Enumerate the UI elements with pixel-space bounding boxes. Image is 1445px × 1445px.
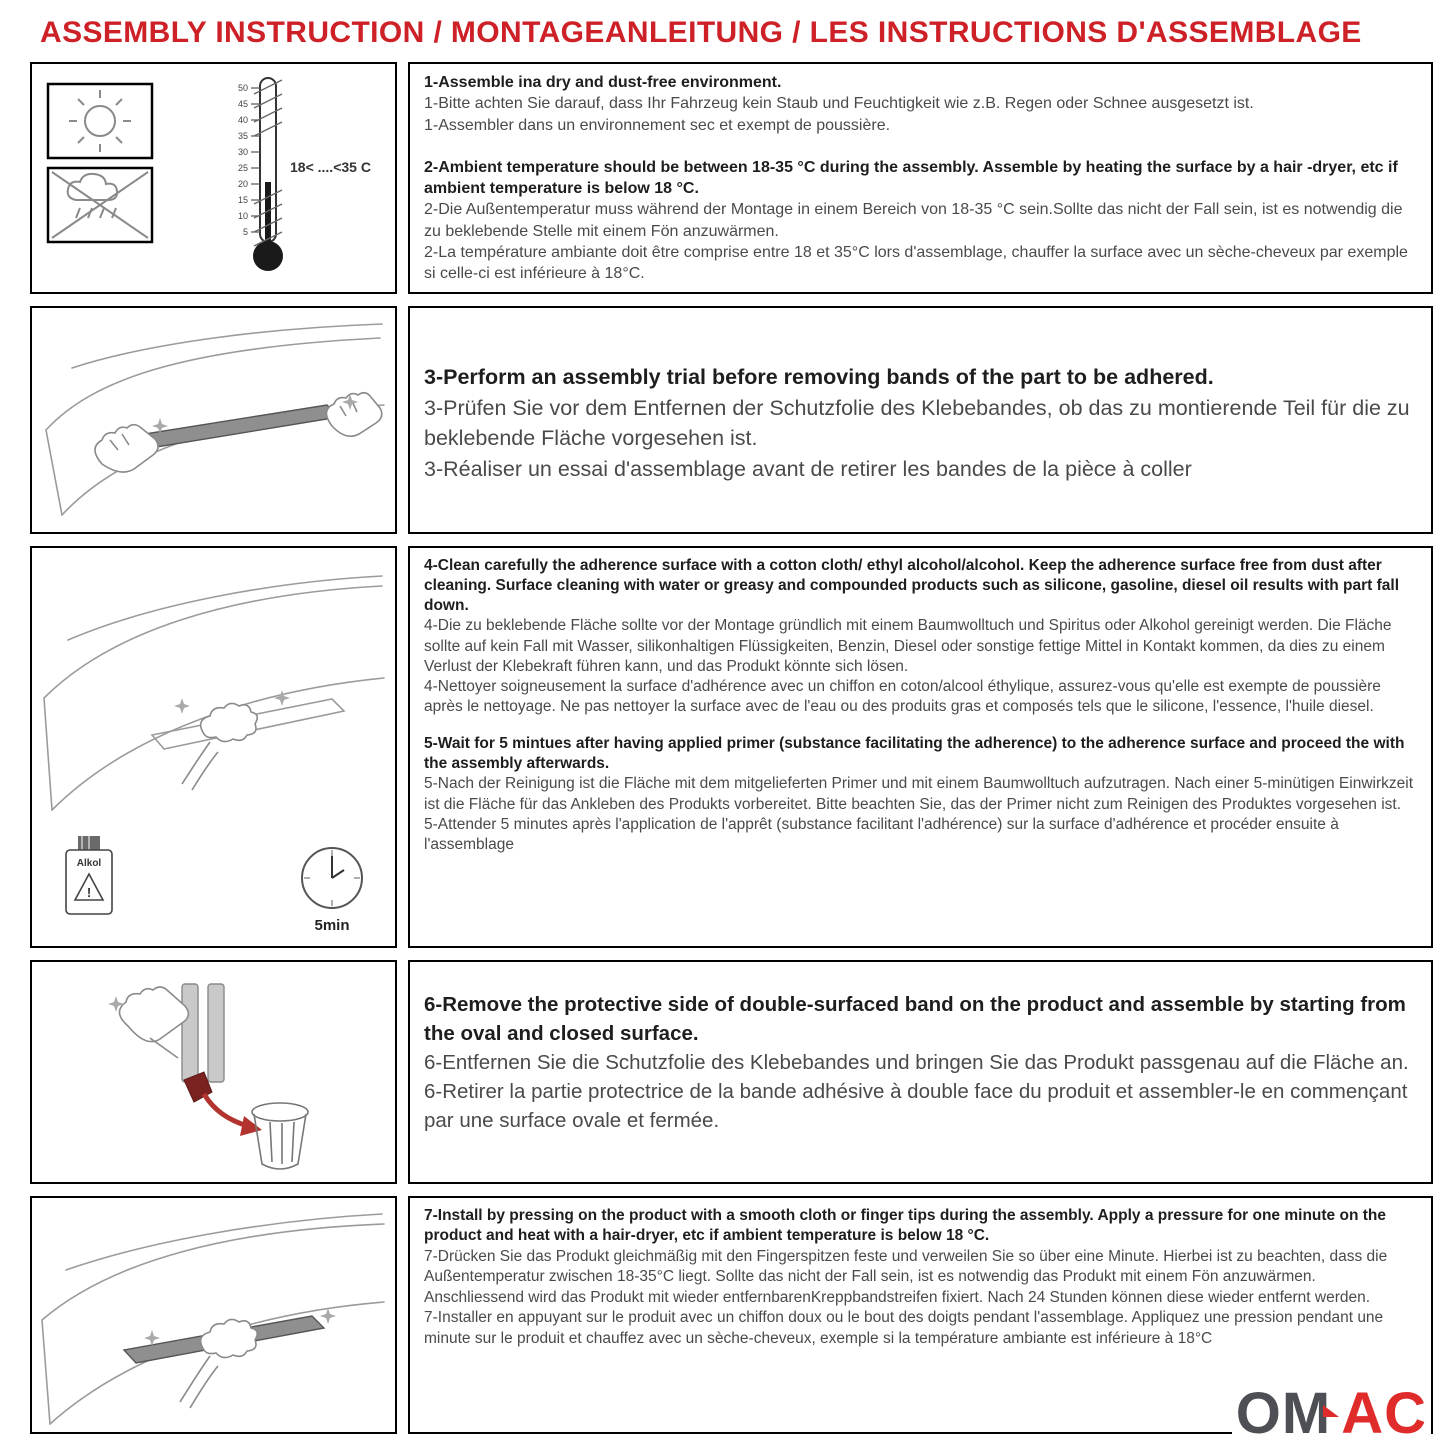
illustration-remove-band (30, 960, 397, 1184)
svg-text:40: 40 (237, 115, 248, 125)
clock-label: 5min (314, 917, 350, 934)
alcohol-bottle-icon (66, 836, 112, 914)
instruction-6-fr: 6-Retirer la partie protectrice de la bande adhésive à double face du produit et assembler-le en commençant par une surface ovale et fermée. (424, 1080, 1408, 1133)
instruction-2-en: 2-Ambient temperature should be between 18-35 °C during the assembly. Assemble by heating the surface by a hair -dryer, etc if ambient temperature is below 18 °C. (424, 158, 1398, 198)
thermometer-icon (238, 78, 371, 271)
logo-text-red: AC (1341, 1381, 1427, 1445)
environment-illustration-svg (32, 64, 395, 292)
row-environment-temperature (30, 62, 1433, 294)
instruction-1-de: 1-Bitte achten Sie darauf, dass Ihr Fahrzeug kein Staub und Feuchtigkeit wie z.B. Regen oder Schnee ausgesetzt ist. (424, 95, 1254, 113)
instruction-7-fr: 7-Installer en appuyant sur le produit avec un chiffon doux ou le bout des doigts pendant l'assemblage. Appliquez une pression pendant une minute sur le produit et chauffez avec un sèche-cheveux, exemple si la température ambiante est inférieure à 18°C (424, 1309, 1384, 1347)
door-sill-sketch (42, 1214, 384, 1424)
svg-text:10: 10 (237, 211, 248, 221)
logo-text-dark: OM (1235, 1381, 1332, 1445)
omac-logo (1232, 1381, 1431, 1445)
trash-can-icon (252, 1103, 308, 1169)
instruction-rows (30, 62, 1433, 1434)
instruction-5-fr: 5-Attender 5 minutes après l'application de l'apprêt (substance facilitant l'adhérence) sur la surface d'adhérence et procéder ensuite à l'assemblage (424, 815, 1339, 853)
no-rain-icon (52, 172, 148, 238)
row-remove-band (30, 960, 1433, 1184)
svg-text:5: 5 (242, 227, 248, 237)
row-clean-primer (30, 546, 1433, 948)
page-title: ASSEMBLY INSTRUCTION / MONTAGEANLEITUNG / LES INSTRUCTIONS D'ASSEMBLAGE (40, 16, 1362, 49)
svg-text:35: 35 (237, 131, 248, 141)
svg-text:25: 25 (237, 163, 248, 173)
left-hand-icon (95, 425, 158, 472)
illustration-press-install (30, 1196, 397, 1434)
svg-text:20: 20 (237, 179, 248, 189)
instruction-4-de: 4-Die zu beklebende Fläche sollte vor der Montage gründlich mit einem Baumwolltuch und Spiritus oder Alkohol gereinigt werden. Die Fläche sollte auf kein Fall mit Wasser, silikonhaltigen Flüssigkeiten, Benzin, Diesel oder sonstige fettige Mittel in Kontakt kommen, da dies zu einem Verlust der Klebekraft führen kann, und das Produkt könnte sich lösen. (424, 617, 1392, 675)
instruction-group-1 (424, 72, 1415, 136)
instruction-4-fr: 4-Nettoyer soigneusement la surface d'adhérence avec un chiffon en coton/alcool éthylique, assurez-vous qu'elle est exempte de poussière après le nettoyage. Ne pas nettoyer la surface avec de l'eau ou des produits gras et composés tels que le silicone, l'essence, l'huile diesel. (424, 677, 1381, 715)
instruction-1-en: 1-Assemble ina dry and dust-free environment. (424, 74, 782, 91)
remove-band-illustration-svg (32, 962, 395, 1182)
sun-icon (69, 90, 131, 152)
instruction-6-en: 6-Remove the protective side of double-surfaced band on the product and assemble by starting from the oval and closed surface. (424, 993, 1406, 1046)
instruction-group-4 (424, 556, 1415, 717)
instruction-5-en: 5-Wait for 5 mintues after having applied primer (substance facilitating the adherence) to the adherence surface and proceed the with the assembly afterwards. (424, 735, 1405, 773)
svg-text:15: 15 (237, 195, 248, 205)
press-install-illustration-svg (32, 1198, 395, 1432)
instruction-2-fr: 2-La température ambiante doit être comprise entre 18 et 35°C lors d'assemblage, chauffer la surface avec un sèche-cheveux par exemple si celle-ci est inférieure à 18°C. (424, 243, 1408, 283)
peeling-hand-icon (119, 987, 188, 1058)
row-press-install (30, 1196, 1433, 1434)
pressing-cloth-hand-icon (180, 1319, 257, 1408)
text-remove-band (408, 960, 1433, 1184)
instruction-group-6 (424, 990, 1415, 1136)
thermometer-scale (238, 83, 248, 237)
assembly-trial-illustration-svg (32, 308, 395, 532)
instruction-group-2 (424, 157, 1415, 285)
product-strips (182, 984, 224, 1082)
instruction-6-de: 6-Entfernen Sie die Schutzfolie des Klebebandes und bringen Sie das Produkt passgenau auf die Fläche an. (424, 1051, 1409, 1075)
illustration-assembly-trial (30, 306, 397, 534)
instruction-3-fr: 3-Réaliser un essai d'assemblage avant de retirer les bandes de la pièce à coller (424, 456, 1192, 481)
svg-text:30: 30 (237, 147, 248, 157)
illustration-clean-primer (30, 546, 397, 948)
text-clean-primer (408, 546, 1433, 948)
clock-icon (302, 848, 362, 934)
text-assembly-trial (408, 306, 1433, 534)
illustration-environment (30, 62, 397, 294)
clean-primer-illustration-svg (32, 548, 395, 946)
row-assembly-trial (30, 306, 1433, 534)
instruction-4-en: 4-Clean carefully the adherence surface with a cotton cloth/ ethyl alcohol/alcohol. Keep the adherence surface free from dust after cleaning. Surface cleaning with water or greasy and compounded products such as silicone, gasoline, diesel oil results with part fall down. (424, 557, 1400, 615)
right-hand-icon (326, 393, 381, 437)
warning-exclamation: ! (86, 885, 92, 900)
door-sill-sketch (44, 576, 384, 810)
instruction-7-en: 7-Install by pressing on the product with a smooth cloth or finger tips during the assembly. Apply a pressure for one minute on the product and heat with a hair-dryer, etc if ambient temperature is below 18 °C. (424, 1207, 1386, 1245)
instruction-3-de: 3-Prüfen Sie vor dem Entfernen der Schutzfolie des Klebebandes, ob das zu montierende Teil für die zu beklebende Fläche vorgesehen ist. (424, 395, 1410, 451)
instruction-group-3 (424, 362, 1415, 484)
instruction-group-7 (424, 1206, 1415, 1349)
instruction-1-fr: 1-Assembler dans un environnement sec et exempt de poussière. (424, 116, 891, 134)
instruction-group-5 (424, 734, 1415, 855)
bottle-label: Alkol (76, 858, 102, 869)
instruction-5-de: 5-Nach der Reinigung ist die Fläche mit dem mitgelieferten Primer und mit einem Baumwolltuch aufzutragen. Nach einer 5-minütigen Einwirkzeit ist die Fläche für das Ankleben des Produkts vorbereitet. Bitte beachten Sie, das der Primer nicht zum Reinigen des Produktes vorgesehen ist. (424, 775, 1414, 813)
discard-arrow-head (240, 1116, 262, 1136)
instruction-2-de: 2-Die Außentemperatur muss während der Montage in einem Bereich von 18-35 °C sein.Sollte das nicht der Fall sein, ist es notwendig die zu beklebende Stelle mit einem Fön anzuwärmen. (424, 201, 1403, 240)
logo-flag-icon (1323, 1405, 1339, 1417)
discard-arrow (204, 1094, 248, 1126)
instruction-7-de: 7-Drücken Sie das Produkt gleichmäßig mit den Fingerspitzen feste und verweilen Sie so über eine Minute. Hierbei ist zu beachten, dass die Außentemperatur zwischen 18-35°C liegt. Sollte das nicht der Fall sein, ist es notwendig das Produkt mit einem Fön anzuwärmen. Anschliessend wird das Produkt mit wieder entfernbarenKreppbandstreifen fixiert. Nach 24 Stunden können diese wieder entfernt werden. (424, 1247, 1388, 1306)
svg-text:50: 50 (237, 83, 248, 93)
instruction-3-en: 3-Perform an assembly trial before removing bands of the part to be adhered. (424, 365, 1214, 389)
thermometer-range-label: 18< ....<35 C (290, 159, 371, 175)
cleaning-cloth-hand-icon (182, 703, 257, 790)
svg-text:45: 45 (237, 99, 248, 109)
text-environment-temperature (408, 62, 1433, 294)
